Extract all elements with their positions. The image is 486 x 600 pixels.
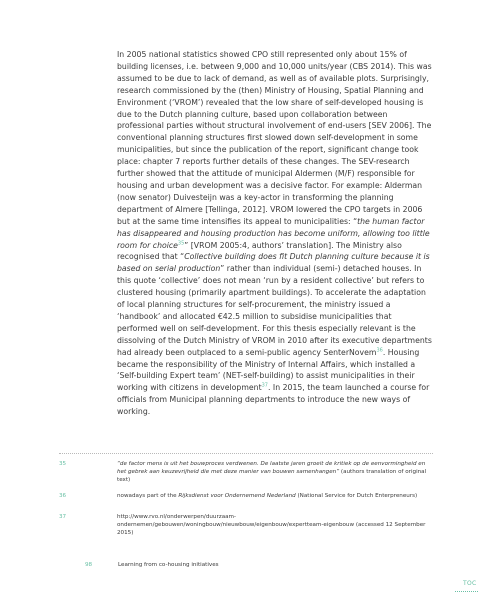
footnote-number: 37 [59,514,67,520]
footnote-text [117,492,433,500]
footnote-italic: “de factor mens is uit het bouwproces verdwenen. De laatste jaren groeit de kritiek op de eenvormingheid en het gebrek aan keuzevrijheid die met deze manier van bouwen samenhangen” [117,461,426,475]
footnote-ref-37[interactable]: 37 [261,382,268,389]
page-number: 98 [85,562,93,568]
main-paragraph [117,49,433,418]
italic-quote: Collective building does fit Dutch planning culture because it is based on serial production [117,252,430,274]
footnote-plain: (National Service for Dutch Enterpreneurs) [295,493,418,499]
paragraph-text: ” [VROM 2005:4, authors’ translation]. The Ministry also recognised that “ [117,240,402,262]
footnote-text: http://www.rvo.nl/onderwerpen/duurzaam-ondernemen/gebouwen/woningbouw/nieuwbouw/eigenbouw/expertteam-eigenbouw (accessed 12 September 2015) [117,514,426,536]
footnote-number: 36 [59,493,67,499]
footnote-plain: nowadays part of the [117,493,179,499]
paragraph-text: . In 2015, the team launched a course for officials from Municipal planning departments to introduce the new ways of working. [117,383,430,417]
footnote-text [117,460,433,484]
paragraph-text: . Housing became the responsibility of the Ministry of Internal Affairs, which installed a ‘Self-building Expert team’ (NET-self-building) to assist municipalities in their working with citizens in development [117,347,420,393]
paragraph-text: ” rather than individual (semi-) detached houses. In this quote ‘collective’ does not mean ‘run by a resident collective’ but refers to clustered housing (primarily apartment buildings). To accelerate the adaptation of local planning structures for self-procurement, the ministry issued a ‘handbook’ and allocated €42.5 million to subsidise municipalities that performed well on self-development. For this thesis especially relevant is the dissolving of the Dutch Ministry of VROM in 2010 after its executive departments had already been outplaced to a semi-public agency SenterNovem [117,264,432,357]
running-title: Learning from co-housing initiatives [118,562,219,568]
footnote-ref-36[interactable]: 36 [376,347,383,354]
paragraph-text: In 2005 national statistics showed CPO still represented only about 15% of building licenses, i.e. between 9,000 and 10,000 units/year (CBS 2014). This was assumed to be due to lack of demand, as well as of available plots. Surprisingly, research commissioned by the (then) Ministry of Housing, Spatial Planning and Environment (‘VROM’) revealed that the low share of self-developed housing is due to the Dutch planning culture, based upon collaboration between professional parties without structural involvement of end-users [SEV 2006]. The conventional planning structures first slowed down self-development in some municipalities, but since the publication of the report, significant change took place: chapter 7 reports further details of these changes. The SEV-research further showed that the attitude of municipal Aldermen (M/F) responsible for housing and urban development was a decisive factor. For example: Alderman (now senator) Duivesteijn was a key-actor in transforming the planning department of Almere [Tellinga, 2012]. VROM lowered the CPO targets in 2006 but at the same time intensifies its appeal to municipalities: “ [117,50,432,226]
footnote-ref-35[interactable]: 35 [177,239,185,246]
italic-quote: the human factor has disappeared and housing production has become uniform, allowing too little room for choice [117,216,430,250]
footnote-number: 35 [59,461,67,467]
footnote-italic: Rijksdienst voor Ondernemend Nederland [178,493,296,499]
toc-link[interactable]: TOC [463,580,477,587]
footnote-divider [59,453,433,454]
toc-underline [455,591,478,592]
footnote-plain: (authors translation of original text) [117,469,427,483]
